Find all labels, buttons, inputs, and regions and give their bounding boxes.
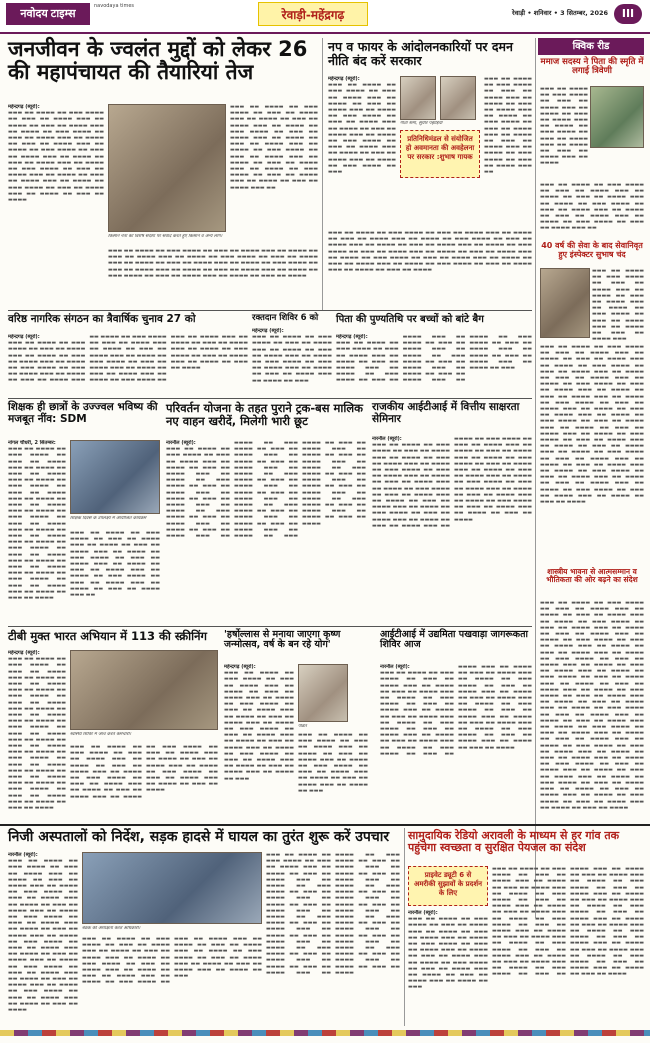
dateline: नारनौल (ब्यूरो): xyxy=(8,852,38,858)
dateline: नांगल चौधरी, 2 सितम्बर: xyxy=(8,440,56,446)
article-headline: रक्तदान शिविर 6 को xyxy=(252,313,319,323)
sidebar-subhead: 40 वर्ष की सेवा के बाद सेवानिवृत हुए इंस्पेक्टर सुभाष चंद xyxy=(541,241,643,259)
dateline: नारनौल (ब्यूरो): xyxy=(166,440,196,446)
article-headline: आईटीआई में उद्यमिता पखवाड़ा जागरूकता शिविर आज xyxy=(380,629,528,651)
article-body: नारनौल (ब्यूरो): ▬▬▬ ▬▬ ▬▬▬▬ ▬▬ ▬▬▬ ▬▬▬▬ ▬▬ ▬▬▬ ▬▬ ▬▬▬▬ ▬▬▬ ▬▬ ▬▬▬▬ ▬▬ ▬▬▬ ▬▬ ▬▬▬▬ ▬▬▬ ▬▬ ▬▬▬▬ ▬▬ ▬▬▬ ▬▬▬▬ ▬▬ ▬▬▬ ▬▬ ▬▬▬▬ ▬▬▬ ▬▬ ▬▬▬▬ ▬▬ ▬▬▬ ▬▬ ▬▬▬▬ ▬▬▬ ▬▬ ▬▬▬▬ ▬▬ ▬▬▬ ▬▬▬▬ ▬▬ ▬▬▬ ▬▬ ▬▬▬▬ ▬▬▬ ▬▬ ▬▬▬▬ ▬▬ ▬▬▬ ▬▬ ▬▬▬▬ ▬▬▬ ▬▬ ▬▬▬▬ ▬▬ ▬▬▬ ▬▬▬▬ ▬▬ ▬▬▬ ▬▬ ▬▬▬▬ ▬▬▬ ▬▬ ▬▬▬▬ ▬▬ ▬▬▬ ▬▬ ▬▬▬▬ ▬▬▬ ▬▬ ▬▬▬▬ ▬▬ ▬▬▬ ▬▬▬▬ ▬▬ ▬▬▬ ▬▬ ▬▬▬▬ ▬▬▬ ▬▬ ▬▬▬▬ ▬▬ ▬▬▬ ▬▬ ▬▬▬▬ ▬▬▬ ▬▬ ▬▬▬▬ ▬▬ ▬▬▬ ▬▬▬▬ ▬▬ ▬▬▬ ▬▬ ▬▬▬▬ ▬▬▬ ▬▬ ▬▬▬▬ ▬▬ ▬▬▬ ▬▬ ▬▬▬▬ ▬▬▬ ▬▬ ▬▬▬▬ ▬▬ ▬▬▬ ▬▬▬▬ ▬▬ ▬▬▬ ▬▬ ▬▬▬▬ ▬▬▬ ▬▬ ▬▬▬▬ ▬▬ ▬▬▬ ▬▬ ▬▬▬▬ ▬▬▬ ▬▬ ▬▬▬▬ ▬▬ ▬▬▬ ▬▬▬▬ ▬▬ ▬▬▬ ▬▬ ▬▬▬▬ ▬▬▬ ▬▬ ▬▬▬▬ ▬▬ ▬▬▬ ▬▬ ▬▬▬▬ ▬▬▬ ▬▬ ▬▬▬▬ ▬▬ ▬▬▬ ▬▬▬▬ ▬▬ ▬▬▬ ▬▬ ▬▬▬▬ ▬▬▬ ▬▬ ▬▬▬▬ ▬▬ ▬▬▬ ▬▬ ▬▬▬▬ xyxy=(166,440,366,540)
article-headline: जनजीवन के ज्वलंत मुद्दों को लेकर 26 की महापंचायत की तैयारियां तेज xyxy=(8,37,308,85)
article-photo xyxy=(70,440,160,514)
article-body: नांगल चौधरी, 2 सितम्बर: ▬▬▬ ▬▬ ▬▬▬▬ ▬▬ ▬▬▬ ▬▬▬▬ ▬▬ ▬▬▬ ▬▬ ▬▬▬▬ ▬▬▬ ▬▬ ▬▬▬▬ ▬▬ ▬▬▬ ▬▬ ▬▬▬▬ ▬▬▬ ▬▬ ▬▬▬▬ ▬▬ ▬▬▬ ▬▬▬▬ ▬▬ ▬▬▬ ▬▬ ▬▬▬▬ ▬▬▬ ▬▬ ▬▬▬▬ ▬▬ ▬▬▬ ▬▬ ▬▬▬▬ ▬▬▬ ▬▬ ▬▬▬▬ ▬▬ ▬▬▬ ▬▬▬▬ ▬▬ ▬▬▬ ▬▬ ▬▬▬▬ ▬▬▬ ▬▬ ▬▬▬▬ ▬▬ ▬▬▬ ▬▬ ▬▬▬▬ ▬▬▬ ▬▬ ▬▬▬▬ ▬▬ ▬▬▬ ▬▬▬▬ ▬▬ ▬▬▬ ▬▬ ▬▬▬▬ ▬▬▬ ▬▬ ▬▬▬▬ ▬▬ ▬▬▬ ▬▬ ▬▬▬▬ ▬▬▬ ▬▬ ▬▬▬▬ ▬▬ ▬▬▬ ▬▬▬▬ ▬▬ ▬▬▬ ▬▬ ▬▬▬▬ ▬▬▬ ▬▬ ▬▬▬▬ ▬▬ ▬▬▬ ▬▬ ▬▬▬▬ xyxy=(8,440,66,602)
color-registration-strip xyxy=(0,1030,650,1036)
article-headline: टीबी मुक्त भारत अभियान में 113 की स्क्रीनिंग xyxy=(8,629,207,643)
article-body: ▬▬▬ ▬▬ ▬▬▬▬ ▬▬ ▬▬▬ ▬▬▬▬ ▬▬ ▬▬▬ ▬▬ ▬▬▬▬ ▬▬▬ ▬▬ ▬▬▬▬ ▬▬ ▬▬▬ ▬▬ ▬▬▬▬ ▬▬▬ ▬▬ ▬▬▬▬ ▬▬ ▬▬▬ ▬▬▬▬ ▬▬ ▬▬▬ ▬▬ ▬▬▬▬ ▬▬▬ ▬▬ ▬▬▬▬ ▬▬ ▬▬▬ ▬▬ ▬▬▬▬ ▬▬▬ ▬▬ ▬▬▬▬ ▬▬ ▬▬▬ ▬▬▬▬ ▬▬ ▬▬▬ ▬▬ ▬▬▬▬ ▬▬▬ ▬▬ ▬▬▬▬ ▬▬ ▬▬▬ ▬▬ ▬▬▬▬ ▬▬▬ ▬▬ xyxy=(70,530,160,599)
dateline: महेन्द्रगढ़ (ब्यूरो): xyxy=(8,334,40,340)
sidebar-photo xyxy=(590,86,644,148)
article-body: महेन्द्रगढ़ (ब्यूरो): ▬▬▬ ▬▬ ▬▬▬▬ ▬▬ ▬▬▬ ▬▬▬▬ ▬▬ ▬▬▬ ▬▬ ▬▬▬▬ ▬▬▬ ▬▬ ▬▬▬▬ ▬▬ ▬▬▬ ▬▬ ▬▬▬▬ ▬▬▬ ▬▬ ▬▬▬▬ ▬▬ ▬▬▬ ▬▬▬▬ ▬▬ ▬▬▬ ▬▬ ▬▬▬▬ ▬▬▬ ▬▬ ▬▬▬▬ ▬▬ ▬▬▬ ▬▬ ▬▬▬▬ ▬▬▬ ▬▬ ▬▬▬▬ ▬▬ ▬▬▬ ▬▬▬▬ ▬▬ ▬▬▬ ▬▬ ▬▬▬▬ ▬▬▬ ▬▬ ▬▬▬▬ ▬▬ ▬▬▬ ▬▬ ▬▬▬▬ ▬▬▬ ▬▬ ▬▬▬▬ ▬▬ ▬▬▬ ▬▬▬▬ ▬▬ ▬▬▬ ▬▬ ▬▬▬▬ ▬▬▬ ▬▬ ▬▬▬▬ ▬▬ ▬▬▬ ▬▬ ▬▬▬▬ ▬▬▬ ▬▬ ▬▬▬▬ ▬▬ ▬▬▬ xyxy=(336,334,532,384)
sidebar-headline: ममाज सदस्य ने पिता की स्मृति में लगाई त्रिवेणी xyxy=(540,57,644,77)
article-photo xyxy=(108,104,226,232)
inset-box xyxy=(408,866,488,906)
sidebar-third-headline: शास्त्रीय भावना से आत्मसम्मान व भौतिकता की ओर बढ़ने का संदेश xyxy=(546,567,638,585)
person-photo xyxy=(400,76,436,120)
dateline: महेन्द्रगढ़ (ब्यूरो): xyxy=(252,328,284,334)
sidebar-body: ▬▬▬ ▬▬ ▬▬▬▬ ▬▬ ▬▬▬ ▬▬▬▬ ▬▬ ▬▬▬ ▬▬ ▬▬▬▬ ▬▬▬ ▬▬ ▬▬▬▬ ▬▬ ▬▬▬ ▬▬ ▬▬▬▬ ▬▬▬ ▬▬ ▬▬▬▬ ▬▬ ▬▬▬ ▬▬▬▬ ▬▬ ▬▬▬ ▬▬ ▬▬▬▬ ▬▬▬ ▬▬ ▬▬▬▬ ▬▬ ▬▬▬ ▬▬ ▬▬▬▬ ▬▬▬ xyxy=(592,268,644,342)
column-divider xyxy=(404,828,405,1026)
sidebar-body: ▬▬▬ ▬▬ ▬▬▬▬ ▬▬ ▬▬▬ ▬▬▬▬ ▬▬ ▬▬▬ ▬▬ ▬▬▬▬ ▬▬▬ ▬▬ ▬▬▬▬ ▬▬ ▬▬▬ ▬▬ ▬▬▬▬ ▬▬▬ ▬▬ ▬▬▬▬ ▬▬ ▬▬▬ ▬▬▬▬ ▬▬ ▬▬▬ ▬▬ ▬▬▬▬ ▬▬▬ ▬▬ ▬▬▬▬ ▬▬ ▬▬▬ ▬▬ ▬▬▬▬ ▬▬▬ ▬▬ ▬▬▬▬ ▬▬ ▬▬▬ ▬▬▬▬ ▬▬ ▬▬▬ ▬▬ ▬▬▬▬ ▬▬▬ ▬▬ ▬▬▬▬ ▬▬ ▬▬▬ ▬▬ ▬▬▬▬ ▬▬▬ ▬▬ ▬▬▬▬ ▬▬ ▬▬▬ ▬▬▬▬ ▬▬ ▬▬▬ ▬▬ ▬▬▬▬ ▬▬▬ ▬▬ ▬▬▬▬ ▬▬ ▬▬▬ ▬▬ ▬▬▬▬ ▬▬▬ ▬▬ ▬▬▬▬ ▬▬ ▬▬▬ ▬▬▬▬ ▬▬ ▬▬▬ ▬▬ ▬▬▬▬ ▬▬▬ ▬▬ ▬▬▬▬ ▬▬ ▬▬▬ ▬▬ ▬▬▬▬ ▬▬▬ ▬▬ ▬▬▬▬ ▬▬ ▬▬▬ ▬▬▬▬ ▬▬ ▬▬▬ ▬▬ ▬▬▬▬ ▬▬▬ ▬▬ ▬▬▬▬ ▬▬ ▬▬▬ ▬▬ ▬▬▬▬ ▬▬▬ ▬▬ ▬▬▬▬ ▬▬ ▬▬▬ ▬▬▬▬ ▬▬ ▬▬▬ ▬▬ ▬▬▬▬ ▬▬▬ ▬▬ ▬▬▬▬ ▬▬ ▬▬▬ ▬▬ ▬▬▬▬ ▬▬▬ ▬▬ ▬▬▬▬ ▬▬ ▬▬▬ ▬▬▬▬ ▬▬ ▬▬▬ ▬▬ ▬▬▬▬ ▬▬▬ ▬▬ ▬▬▬▬ ▬▬ ▬▬▬ ▬▬ ▬▬▬▬ ▬▬▬ ▬▬ ▬▬▬▬ ▬▬ ▬▬▬ ▬▬▬▬ ▬▬ ▬▬▬ ▬▬ ▬▬▬▬ ▬▬▬ ▬▬ ▬▬▬▬ ▬▬ ▬▬▬ ▬▬ ▬▬▬▬ xyxy=(540,344,644,506)
dateline: नारनौल (ब्यूरो): xyxy=(380,664,410,670)
article-body: ▬▬▬ ▬▬ ▬▬▬▬ ▬▬ ▬▬▬ ▬▬▬▬ ▬▬ ▬▬▬ ▬▬ ▬▬▬▬ ▬▬▬ ▬▬ ▬▬▬▬ ▬▬ ▬▬▬ ▬▬ ▬▬▬▬ ▬▬▬ ▬▬ ▬▬▬▬ ▬▬ ▬▬▬ ▬▬▬▬ ▬▬ ▬▬▬ ▬▬ ▬▬▬▬ ▬▬▬ ▬▬ ▬▬▬▬ ▬▬ ▬▬▬ ▬▬ ▬▬▬▬ ▬▬▬ ▬▬ ▬▬▬▬ ▬▬ ▬▬▬ xyxy=(298,732,368,794)
dateline: नारनौल (ब्यूरो): xyxy=(372,436,402,442)
article-body: ▬▬▬ ▬▬ ▬▬▬▬ ▬▬ ▬▬▬ ▬▬▬▬ ▬▬ ▬▬▬ ▬▬ ▬▬▬▬ ▬▬▬ ▬▬ ▬▬▬▬ ▬▬ ▬▬▬ ▬▬ ▬▬▬▬ ▬▬▬ ▬▬ ▬▬▬▬ ▬▬ ▬▬▬ ▬▬▬▬ ▬▬ ▬▬▬ ▬▬ ▬▬▬▬ ▬▬▬ ▬▬ ▬▬▬▬ ▬▬ ▬▬▬ ▬▬ ▬▬▬▬ ▬▬▬ ▬▬ ▬▬▬▬ ▬▬ ▬▬▬ ▬▬▬▬ ▬▬ ▬▬▬ ▬▬ ▬▬▬▬ ▬▬▬ ▬▬ ▬▬▬▬ ▬▬ ▬▬▬ ▬▬ ▬▬▬▬ ▬▬▬ ▬▬ ▬▬▬▬ ▬▬ ▬▬▬ ▬▬▬▬ ▬▬ ▬▬▬ ▬▬ ▬▬▬▬ ▬▬▬ ▬▬ ▬▬▬▬ ▬▬ ▬▬▬ ▬▬ ▬▬▬▬ ▬▬▬ ▬▬ ▬▬▬▬ ▬▬ ▬▬▬ ▬▬▬▬ ▬▬ ▬▬▬ ▬▬ ▬▬▬▬ ▬▬▬ ▬▬ ▬▬▬▬ ▬▬ ▬▬▬ ▬▬ ▬▬▬▬ ▬▬▬ ▬▬ ▬▬▬▬ ▬▬ ▬▬▬ ▬▬▬▬ ▬▬ ▬▬▬ ▬▬ ▬▬▬▬ ▬▬▬ ▬▬ ▬▬▬▬ ▬▬ ▬▬▬ ▬▬ ▬▬▬▬ ▬▬▬ ▬▬ ▬▬▬▬ ▬▬ ▬▬▬ ▬▬▬▬ ▬▬ ▬▬▬ ▬▬ ▬▬▬▬ ▬▬▬ ▬▬ ▬▬▬▬ ▬▬ ▬▬▬ ▬▬ ▬▬▬▬ ▬▬▬ ▬▬ ▬▬▬▬ ▬▬ ▬▬▬ ▬▬▬▬ ▬▬ ▬▬▬ ▬▬ ▬▬▬▬ ▬▬▬ ▬▬ ▬▬▬▬ ▬▬ ▬▬▬ ▬▬ ▬▬▬▬ ▬▬▬ ▬▬ ▬▬▬▬ ▬▬ ▬▬▬ ▬▬▬▬ ▬▬ ▬▬▬ ▬▬ ▬▬▬▬ ▬▬▬ ▬▬ ▬▬▬▬ ▬▬ ▬▬▬ ▬▬ ▬▬▬▬ xyxy=(492,866,644,978)
article-headline: पिता की पुण्यतिथि पर बच्चों को बांटे बैग xyxy=(336,314,484,325)
article-body: नारनौल (ब्यूरो): ▬▬▬ ▬▬ ▬▬▬▬ ▬▬ ▬▬▬ ▬▬▬▬ ▬▬ ▬▬▬ ▬▬ ▬▬▬▬ ▬▬▬ ▬▬ ▬▬▬▬ ▬▬ ▬▬▬ ▬▬ ▬▬▬▬ ▬▬▬ ▬▬ ▬▬▬▬ ▬▬ ▬▬▬ ▬▬▬▬ ▬▬ ▬▬▬ ▬▬ ▬▬▬▬ ▬▬▬ ▬▬ ▬▬▬▬ ▬▬ ▬▬▬ ▬▬ ▬▬▬▬ ▬▬▬ ▬▬ ▬▬▬▬ ▬▬ ▬▬▬ ▬▬▬▬ ▬▬ ▬▬▬ ▬▬ ▬▬▬▬ ▬▬▬ ▬▬ ▬▬▬▬ ▬▬ ▬▬▬ ▬▬ ▬▬▬▬ ▬▬▬ ▬▬ ▬▬▬▬ ▬▬ ▬▬▬ ▬▬▬▬ ▬▬ ▬▬▬ ▬▬ ▬▬▬▬ ▬▬▬ ▬▬ ▬▬▬▬ ▬▬ ▬▬▬ ▬▬ ▬▬▬▬ ▬▬▬ ▬▬ ▬▬▬▬ ▬▬ ▬▬▬ ▬▬▬▬ ▬▬ ▬▬▬ ▬▬ ▬▬▬▬ ▬▬▬ ▬▬ ▬▬▬▬ ▬▬ ▬▬▬ ▬▬ ▬▬▬▬ ▬▬▬ ▬▬ ▬▬▬▬ ▬▬ ▬▬▬ ▬▬▬▬ ▬▬ ▬▬▬ ▬▬ ▬▬▬▬ ▬▬▬ ▬▬ ▬▬▬▬ ▬▬ ▬▬▬ ▬▬ ▬▬▬▬ ▬▬▬ ▬▬ ▬▬▬▬ ▬▬ ▬▬▬ ▬▬▬▬ ▬▬ ▬▬▬ ▬▬ ▬▬▬▬ ▬▬▬ ▬▬ ▬▬▬▬ ▬▬ ▬▬▬ ▬▬ ▬▬▬▬ ▬▬▬ ▬▬ ▬▬▬▬ ▬▬ ▬▬▬ ▬▬▬▬ ▬▬ ▬▬▬ ▬▬ ▬▬▬▬ ▬▬▬ ▬▬ ▬▬▬▬ ▬▬ ▬▬▬ ▬▬ ▬▬▬▬ xyxy=(372,436,532,529)
dateline: महेन्द्रगढ़ (ब्यूरो): xyxy=(8,104,40,110)
article-photo xyxy=(70,650,218,730)
brand-subtitle: navodaya times xyxy=(94,3,135,9)
article-body: ▬▬▬ ▬▬ ▬▬▬▬ ▬▬ ▬▬▬ ▬▬▬▬ ▬▬ ▬▬▬ ▬▬ ▬▬▬▬ ▬▬▬ ▬▬ ▬▬▬▬ ▬▬ ▬▬▬ ▬▬ ▬▬▬▬ ▬▬▬ ▬▬ ▬▬▬▬ ▬▬ ▬▬▬ ▬▬▬▬ ▬▬ ▬▬▬ ▬▬ ▬▬▬▬ ▬▬▬ ▬▬ ▬▬▬▬ ▬▬ ▬▬▬ ▬▬ ▬▬▬▬ ▬▬▬ ▬▬ ▬▬▬▬ ▬▬ ▬▬▬ ▬▬▬▬ ▬▬ ▬▬▬ ▬▬ ▬▬▬▬ ▬▬▬ ▬▬ ▬▬▬▬ ▬▬ ▬▬▬ ▬▬ ▬▬▬▬ ▬▬▬ ▬▬ ▬▬▬▬ ▬▬ ▬▬▬ ▬▬▬▬ ▬▬ ▬▬▬ ▬▬ ▬▬▬▬ ▬▬▬ ▬▬ ▬▬▬▬ ▬▬ ▬▬▬ ▬▬ ▬▬▬▬ ▬▬▬ ▬▬ xyxy=(230,104,318,191)
article-headline: वरिष्ठ नागरिक संगठन का त्रैवार्षिक चुनाव 27 को xyxy=(8,313,196,325)
dateline: नारनौल (ब्यूरो): xyxy=(408,910,438,916)
article-body: महेन्द्रगढ़ (ब्यूरो): ▬▬▬ ▬▬ ▬▬▬▬ ▬▬ ▬▬▬ ▬▬▬▬ ▬▬ ▬▬▬ ▬▬ ▬▬▬▬ ▬▬▬ ▬▬ ▬▬▬▬ ▬▬ ▬▬▬ ▬▬ ▬▬▬▬ ▬▬▬ ▬▬ ▬▬▬▬ ▬▬ ▬▬▬ ▬▬▬▬ ▬▬ ▬▬▬ ▬▬ ▬▬▬▬ ▬▬▬ ▬▬ ▬▬▬▬ ▬▬ ▬▬▬ ▬▬ ▬▬▬▬ ▬▬▬ ▬▬ ▬▬▬▬ ▬▬ ▬▬▬ xyxy=(252,328,332,384)
page-number: III xyxy=(614,4,642,24)
sidebar-body: ▬▬▬ ▬▬ ▬▬▬▬ ▬▬ ▬▬▬ ▬▬▬▬ ▬▬ ▬▬▬ ▬▬ ▬▬▬▬ ▬▬▬ ▬▬ ▬▬▬▬ ▬▬ ▬▬▬ ▬▬ ▬▬▬▬ ▬▬▬ ▬▬ ▬▬▬▬ ▬▬ ▬▬▬ ▬▬▬▬ ▬▬ ▬▬▬ ▬▬ ▬▬▬▬ ▬▬▬ ▬▬ ▬▬▬▬ ▬▬ ▬▬▬ ▬▬ ▬▬▬▬ ▬▬▬ ▬▬ ▬▬▬▬ ▬▬ ▬▬▬ ▬▬▬▬ ▬▬ ▬▬▬ ▬▬ ▬▬▬▬ ▬▬▬ ▬▬ xyxy=(540,182,644,232)
article-body: ▬▬▬ ▬▬ ▬▬▬▬ ▬▬ ▬▬▬ ▬▬▬▬ ▬▬ ▬▬▬ ▬▬ ▬▬▬▬ ▬▬▬ ▬▬ ▬▬▬▬ ▬▬ ▬▬▬ ▬▬ ▬▬▬▬ ▬▬▬ ▬▬ ▬▬▬▬ ▬▬ ▬▬▬ ▬▬▬▬ ▬▬ ▬▬▬ ▬▬ ▬▬▬▬ ▬▬▬ ▬▬ ▬▬▬▬ ▬▬ ▬▬▬ ▬▬ ▬▬▬▬ ▬▬▬ ▬▬ ▬▬▬▬ ▬▬ ▬▬▬ ▬▬▬▬ ▬▬ ▬▬▬ ▬▬ ▬▬▬▬ ▬▬▬ ▬▬ ▬▬▬▬ ▬▬ ▬▬▬ ▬▬ ▬▬▬▬ ▬▬▬ ▬▬ ▬▬▬▬ ▬▬ ▬▬▬ ▬▬▬▬ ▬▬ ▬▬▬ ▬▬ ▬▬▬▬ ▬▬▬ ▬▬ ▬▬▬▬ ▬▬ ▬▬▬ ▬▬ ▬▬▬▬ ▬▬▬ ▬▬ ▬▬▬▬ ▬▬ ▬▬▬ ▬▬▬▬ ▬▬ ▬▬▬ ▬▬ ▬▬▬▬ ▬▬▬ ▬▬ ▬▬▬▬ ▬▬ ▬▬▬ ▬▬ ▬▬▬▬ xyxy=(328,230,532,274)
sidebar-photo xyxy=(540,268,590,338)
photo-caption: बैठक की अध्यक्षता करते अधिकारी। xyxy=(82,926,141,931)
article-headline: परिवर्तन योजना के तहत पुराने ट्रक-बस मालिक नए वाहन खरीदें, मिलेगी भारी छूट xyxy=(166,401,363,428)
article-body: महेन्द्रगढ़ (ब्यूरो): ▬▬▬ ▬▬ ▬▬▬▬ ▬▬ ▬▬▬ ▬▬▬▬ ▬▬ ▬▬▬ ▬▬ ▬▬▬▬ ▬▬▬ ▬▬ ▬▬▬▬ ▬▬ ▬▬▬ ▬▬ ▬▬▬▬ ▬▬▬ ▬▬ ▬▬▬▬ ▬▬ ▬▬▬ ▬▬▬▬ ▬▬ ▬▬▬ ▬▬ ▬▬▬▬ ▬▬▬ ▬▬ ▬▬▬▬ ▬▬ ▬▬▬ ▬▬ ▬▬▬▬ ▬▬▬ ▬▬ ▬▬▬▬ ▬▬ ▬▬▬ ▬▬▬▬ ▬▬ ▬▬▬ ▬▬ ▬▬▬▬ ▬▬▬ ▬▬ ▬▬▬▬ ▬▬ ▬▬▬ ▬▬ ▬▬▬▬ ▬▬▬ ▬▬ ▬▬▬▬ ▬▬ ▬▬▬ ▬▬▬▬ ▬▬ ▬▬▬ ▬▬ ▬▬▬▬ ▬▬▬ ▬▬ ▬▬▬▬ ▬▬ ▬▬▬ ▬▬ ▬▬▬▬ ▬▬▬ ▬▬ ▬▬▬▬ ▬▬ ▬▬▬ ▬▬▬▬ ▬▬ ▬▬▬ ▬▬ ▬▬▬▬ ▬▬▬ ▬▬ ▬▬▬▬ ▬▬ ▬▬▬ ▬▬ ▬▬▬▬ ▬▬▬ ▬▬ ▬▬▬▬ ▬▬ ▬▬▬ ▬▬▬▬ ▬▬ ▬▬▬ ▬▬ ▬▬▬▬ ▬▬▬ ▬▬ ▬▬▬▬ ▬▬ ▬▬▬ ▬▬ ▬▬▬▬ xyxy=(8,334,248,384)
divider xyxy=(8,626,532,627)
column-divider xyxy=(535,38,536,918)
divider xyxy=(8,398,532,399)
article-headline: राजकीय आईटीआई में वित्तीय साक्षरता सेमिनार xyxy=(372,401,520,425)
person-photo xyxy=(298,664,348,722)
dateline: महेन्द्रगढ़ (ब्यूरो): xyxy=(8,650,40,656)
quick-read-tab: क्विक रीड xyxy=(538,38,644,55)
sidebar-body: ▬▬▬ ▬▬ ▬▬▬▬ ▬▬ ▬▬▬ ▬▬▬▬ ▬▬ ▬▬▬ ▬▬ ▬▬▬▬ ▬▬▬ ▬▬ ▬▬▬▬ ▬▬ ▬▬▬ ▬▬ ▬▬▬▬ ▬▬▬ ▬▬ ▬▬▬▬ ▬▬ ▬▬▬ ▬▬▬▬ ▬▬ ▬▬▬ ▬▬ ▬▬▬▬ ▬▬▬ ▬▬ ▬▬▬▬ ▬▬ ▬▬▬ ▬▬ ▬▬▬▬ ▬▬▬ ▬▬ ▬▬▬▬ xyxy=(540,86,588,167)
masthead xyxy=(0,0,650,34)
divider xyxy=(8,310,532,311)
article-body: ▬▬▬ ▬▬ ▬▬▬▬ ▬▬ ▬▬▬ ▬▬▬▬ ▬▬ ▬▬▬ ▬▬ ▬▬▬▬ ▬▬▬ ▬▬ ▬▬▬▬ ▬▬ ▬▬▬ ▬▬ ▬▬▬▬ ▬▬▬ ▬▬ ▬▬▬▬ ▬▬ ▬▬▬ ▬▬▬▬ ▬▬ ▬▬▬ ▬▬ ▬▬▬▬ ▬▬▬ ▬▬ ▬▬▬▬ ▬▬ ▬▬▬ ▬▬ ▬▬▬▬ ▬▬▬ ▬▬ ▬▬▬▬ ▬▬ ▬▬▬ ▬▬▬▬ ▬▬ ▬▬▬ ▬▬ ▬▬▬▬ ▬▬▬ ▬▬ ▬▬▬▬ ▬▬ ▬▬▬ ▬▬ ▬▬▬▬ ▬▬▬ ▬▬ ▬▬▬▬ ▬▬ ▬▬▬ ▬▬▬▬ ▬▬ ▬▬▬ ▬▬ ▬▬▬▬ ▬▬▬ ▬▬ ▬▬▬▬ ▬▬ ▬▬▬ ▬▬ ▬▬▬▬ xyxy=(108,248,318,279)
photo-caption: स्वास्थ्य शिविर में जांच करते कर्मचारी। xyxy=(70,732,132,737)
photo-caption: गीता शर्मा, सुधीर पहाड़िया xyxy=(400,121,443,126)
article-headline: शिक्षक ही छात्रों के उज्ज्वल भविष्य की मजबूत नींव: SDM xyxy=(8,401,158,425)
divider xyxy=(0,824,650,826)
article-body: नारनौल (ब्यूरो): ▬▬▬ ▬▬ ▬▬▬▬ ▬▬ ▬▬▬ ▬▬▬▬ ▬▬ ▬▬▬ ▬▬ ▬▬▬▬ ▬▬▬ ▬▬ ▬▬▬▬ ▬▬ ▬▬▬ ▬▬ ▬▬▬▬ ▬▬▬ ▬▬ ▬▬▬▬ ▬▬ ▬▬▬ ▬▬▬▬ ▬▬ ▬▬▬ ▬▬ ▬▬▬▬ ▬▬▬ ▬▬ ▬▬▬▬ ▬▬ ▬▬▬ ▬▬ ▬▬▬▬ ▬▬▬ ▬▬ ▬▬▬▬ ▬▬ ▬▬▬ ▬▬▬▬ ▬▬ ▬▬▬ ▬▬ ▬▬▬▬ ▬▬▬ ▬▬ ▬▬▬▬ ▬▬ ▬▬▬ ▬▬ ▬▬▬▬ ▬▬▬ ▬▬ ▬▬▬▬ ▬▬ ▬▬▬ ▬▬▬▬ ▬▬ ▬▬▬ ▬▬ ▬▬▬▬ ▬▬▬ ▬▬ ▬▬▬▬ ▬▬ ▬▬▬ ▬▬ ▬▬▬▬ ▬▬▬ ▬▬ ▬▬▬▬ ▬▬ ▬▬▬ ▬▬▬▬ ▬▬ ▬▬▬ ▬▬ ▬▬▬▬ ▬▬▬ ▬▬ ▬▬▬▬ ▬▬ ▬▬▬ ▬▬ ▬▬▬▬ ▬▬▬ ▬▬ ▬▬▬▬ ▬▬ ▬▬▬ ▬▬▬▬ ▬▬ ▬▬▬ ▬▬ ▬▬▬▬ ▬▬▬ ▬▬ ▬▬▬▬ ▬▬ ▬▬▬ ▬▬ ▬▬▬▬ xyxy=(8,852,78,1014)
article-headline: नप व फायर के आंदोलनकारियों पर दमन नीति बंद करें सरकार xyxy=(328,39,513,68)
article-body: महेन्द्रगढ़ (ब्यूरो): ▬▬▬ ▬▬ ▬▬▬▬ ▬▬ ▬▬▬ ▬▬▬▬ ▬▬ ▬▬▬ ▬▬ ▬▬▬▬ ▬▬▬ ▬▬ ▬▬▬▬ ▬▬ ▬▬▬ ▬▬ ▬▬▬▬ ▬▬▬ ▬▬ ▬▬▬▬ ▬▬ ▬▬▬ ▬▬▬▬ ▬▬ ▬▬▬ ▬▬ ▬▬▬▬ ▬▬▬ ▬▬ ▬▬▬▬ ▬▬ ▬▬▬ ▬▬ ▬▬▬▬ ▬▬▬ ▬▬ ▬▬▬▬ ▬▬ ▬▬▬ ▬▬▬▬ ▬▬ ▬▬▬ ▬▬ ▬▬▬▬ ▬▬▬ ▬▬ ▬▬▬▬ ▬▬ ▬▬▬ ▬▬ ▬▬▬▬ ▬▬▬ ▬▬ ▬▬▬▬ ▬▬ ▬▬▬ ▬▬▬▬ ▬▬ ▬▬▬ ▬▬ ▬▬▬▬ ▬▬▬ ▬▬ ▬▬▬▬ ▬▬ ▬▬▬ ▬▬ ▬▬▬▬ ▬▬▬ ▬▬ ▬▬▬▬ ▬▬ ▬▬▬ ▬▬▬▬ ▬▬ ▬▬▬ ▬▬ ▬▬▬▬ ▬▬▬ ▬▬ ▬▬▬▬ ▬▬ ▬▬▬ ▬▬ ▬▬▬▬ xyxy=(8,650,66,812)
date-line: रेवाड़ी • शनिवार • 3 सितम्बर, 2026 xyxy=(512,9,609,17)
article-body: ▬▬▬ ▬▬ ▬▬▬▬ ▬▬ ▬▬▬ ▬▬▬▬ ▬▬ ▬▬▬ ▬▬ ▬▬▬▬ ▬▬▬ ▬▬ ▬▬▬▬ ▬▬ ▬▬▬ ▬▬ ▬▬▬▬ ▬▬▬ ▬▬ ▬▬▬▬ ▬▬ ▬▬▬ ▬▬▬▬ ▬▬ ▬▬▬ ▬▬ ▬▬▬▬ ▬▬▬ ▬▬ ▬▬▬▬ ▬▬ ▬▬▬ ▬▬ ▬▬▬▬ ▬▬▬ ▬▬ ▬▬▬▬ ▬▬ ▬▬▬ ▬▬▬▬ ▬▬ ▬▬▬ ▬▬ ▬▬▬▬ ▬▬▬ ▬▬ ▬▬▬▬ ▬▬ ▬▬▬ ▬▬ ▬▬▬▬ ▬▬▬ ▬▬ ▬▬▬▬ ▬▬ ▬▬▬ ▬▬▬▬ ▬▬ ▬▬▬ ▬▬ ▬▬▬▬ ▬▬▬ ▬▬ ▬▬▬▬ ▬▬ ▬▬▬ ▬▬ ▬▬▬▬ ▬▬▬ ▬▬ ▬▬▬▬ ▬▬ ▬▬▬ xyxy=(82,936,262,986)
brand-logo: नवोदय टाइम्स xyxy=(6,3,90,25)
highlight-box xyxy=(400,130,480,178)
article-body: महेन्द्रगढ़ (ब्यूरो): ▬▬▬ ▬▬ ▬▬▬▬ ▬▬ ▬▬▬ ▬▬▬▬ ▬▬ ▬▬▬ ▬▬ ▬▬▬▬ ▬▬▬ ▬▬ ▬▬▬▬ ▬▬ ▬▬▬ ▬▬ ▬▬▬▬ ▬▬▬ ▬▬ ▬▬▬▬ ▬▬ ▬▬▬ ▬▬▬▬ ▬▬ ▬▬▬ ▬▬ ▬▬▬▬ ▬▬▬ ▬▬ ▬▬▬▬ ▬▬ ▬▬▬ ▬▬ ▬▬▬▬ ▬▬▬ ▬▬ ▬▬▬▬ ▬▬ ▬▬▬ ▬▬▬▬ ▬▬ ▬▬▬ ▬▬ ▬▬▬▬ ▬▬▬ ▬▬ ▬▬▬▬ ▬▬ ▬▬▬ ▬▬ ▬▬▬▬ ▬▬▬ ▬▬ ▬▬▬▬ ▬▬ ▬▬▬ ▬▬▬▬ ▬▬ ▬▬▬ ▬▬ ▬▬▬▬ ▬▬▬ ▬▬ ▬▬▬▬ ▬▬ ▬▬▬ ▬▬ ▬▬▬▬ ▬▬▬ ▬▬ ▬▬▬▬ ▬▬ ▬▬▬ ▬▬▬▬ ▬▬ ▬▬▬ ▬▬ ▬▬▬▬ ▬▬▬ ▬▬ ▬▬▬▬ ▬▬ ▬▬▬ ▬▬ ▬▬▬▬ xyxy=(8,104,104,204)
highlight-text: प्रतिनिधिमंडल से संयोजित हो अवमानता की अवहेलना पर सरकार :शुभाष गायक xyxy=(405,135,475,161)
person-photo xyxy=(440,76,476,120)
article-headline: 'हर्षोल्लास से मनाया जाएगा कृष्ण जन्मोत्सव, वर्ष के बन रहे योग' xyxy=(224,629,341,651)
article-body: ▬▬▬ ▬▬ ▬▬▬▬ ▬▬ ▬▬▬ ▬▬▬▬ ▬▬ ▬▬▬ ▬▬ ▬▬▬▬ ▬▬▬ ▬▬ ▬▬▬▬ ▬▬ ▬▬▬ ▬▬ ▬▬▬▬ ▬▬▬ ▬▬ ▬▬▬▬ ▬▬ ▬▬▬ ▬▬▬▬ ▬▬ ▬▬▬ ▬▬ ▬▬▬▬ ▬▬▬ ▬▬ ▬▬▬▬ ▬▬ ▬▬▬ ▬▬ ▬▬▬▬ ▬▬▬ ▬▬ ▬▬▬▬ ▬▬ ▬▬▬ ▬▬▬▬ ▬▬ ▬▬▬ ▬▬ ▬▬▬▬ ▬▬▬ ▬▬ xyxy=(484,76,532,176)
article-headline: निजी अस्पतालों को निर्देश, सड़क हादसे में घायल का तुरंत शुरू करें उपचार xyxy=(8,829,390,845)
photo-caption: किसान नेता को विशेष संदेशों पर संवाद करते हुए किसान व अन्य लोग। xyxy=(108,234,223,239)
dateline: महेन्द्रगढ़ (ब्यूरो): xyxy=(336,334,368,340)
inset-text: प्राइवेट ड्यूटी 6 से अमरीकी सुझावों के प्रदर्शन के लिए xyxy=(414,871,482,897)
photo-caption: पंडित xyxy=(298,724,307,729)
article-photo xyxy=(82,852,262,924)
article-body: ▬▬▬ ▬▬ ▬▬▬▬ ▬▬ ▬▬▬ ▬▬▬▬ ▬▬ ▬▬▬ ▬▬ ▬▬▬▬ ▬▬▬ ▬▬ ▬▬▬▬ ▬▬ ▬▬▬ ▬▬ ▬▬▬▬ ▬▬▬ ▬▬ ▬▬▬▬ ▬▬ ▬▬▬ ▬▬▬▬ ▬▬ ▬▬▬ ▬▬ ▬▬▬▬ ▬▬▬ ▬▬ ▬▬▬▬ ▬▬ ▬▬▬ ▬▬ ▬▬▬▬ ▬▬▬ ▬▬ ▬▬▬▬ ▬▬ ▬▬▬ ▬▬▬▬ ▬▬ ▬▬▬ ▬▬ ▬▬▬▬ ▬▬▬ ▬▬ ▬▬▬▬ ▬▬ ▬▬▬ ▬▬ ▬▬▬▬ ▬▬▬ ▬▬ ▬▬▬▬ ▬▬ ▬▬▬ ▬▬▬▬ ▬▬ ▬▬▬ ▬▬ ▬▬▬▬ ▬▬▬ ▬▬ ▬▬▬▬ ▬▬ ▬▬▬ ▬▬ ▬▬▬▬ ▬▬▬ ▬▬ ▬▬▬▬ ▬▬ ▬▬▬ ▬▬▬▬ ▬▬ ▬▬▬ ▬▬ ▬▬▬▬ ▬▬▬ ▬▬ ▬▬▬▬ ▬▬ ▬▬▬ ▬▬ ▬▬▬▬ ▬▬▬ ▬▬ ▬▬▬▬ ▬▬ ▬▬▬ ▬▬▬▬ ▬▬ ▬▬▬ ▬▬ ▬▬▬▬ ▬▬▬ ▬▬ ▬▬▬▬ ▬▬ ▬▬▬ ▬▬ ▬▬▬▬ ▬▬▬ ▬▬ ▬▬▬▬ ▬▬ ▬▬▬ ▬▬▬▬ ▬▬ ▬▬▬ ▬▬ ▬▬▬▬ ▬▬▬ ▬▬ ▬▬▬▬ ▬▬ ▬▬▬ ▬▬ ▬▬▬▬ ▬▬▬ ▬▬ ▬▬▬▬ ▬▬ ▬▬▬ ▬▬▬▬ ▬▬ ▬▬▬ ▬▬ ▬▬▬▬ ▬▬▬ ▬▬ ▬▬▬▬ ▬▬ ▬▬▬ ▬▬ ▬▬▬▬ xyxy=(266,852,400,976)
article-body: महेन्द्रगढ़ (ब्यूरो): ▬▬▬ ▬▬ ▬▬▬▬ ▬▬ ▬▬▬ ▬▬▬▬ ▬▬ ▬▬▬ ▬▬ ▬▬▬▬ ▬▬▬ ▬▬ ▬▬▬▬ ▬▬ ▬▬▬ ▬▬ ▬▬▬▬ ▬▬▬ ▬▬ ▬▬▬▬ ▬▬ ▬▬▬ ▬▬▬▬ ▬▬ ▬▬▬ ▬▬ ▬▬▬▬ ▬▬▬ ▬▬ ▬▬▬▬ ▬▬ ▬▬▬ ▬▬ ▬▬▬▬ ▬▬▬ ▬▬ ▬▬▬▬ ▬▬ ▬▬▬ ▬▬▬▬ ▬▬ ▬▬▬ ▬▬ ▬▬▬▬ ▬▬▬ ▬▬ ▬▬▬▬ ▬▬ ▬▬▬ ▬▬ ▬▬▬▬ ▬▬▬ ▬▬ ▬▬▬▬ ▬▬ ▬▬▬ ▬▬▬▬ ▬▬ ▬▬▬ ▬▬ ▬▬▬▬ ▬▬▬ ▬▬ ▬▬▬▬ ▬▬ ▬▬▬ ▬▬ ▬▬▬▬ ▬▬▬ ▬▬ ▬▬▬▬ ▬▬ ▬▬▬ xyxy=(224,664,294,782)
column-divider xyxy=(322,38,323,310)
article-headline: सामुदायिक रेडियो अरावली के माध्यम से हर गांव तक पहुंचेगा स्वच्छता व सुरक्षित पेयजल का संदेश xyxy=(408,829,620,855)
article-body: महेन्द्रगढ़ (ब्यूरो): ▬▬▬ ▬▬ ▬▬▬▬ ▬▬ ▬▬▬ ▬▬▬▬ ▬▬ ▬▬▬ ▬▬ ▬▬▬▬ ▬▬▬ ▬▬ ▬▬▬▬ ▬▬ ▬▬▬ ▬▬ ▬▬▬▬ ▬▬▬ ▬▬ ▬▬▬▬ ▬▬ ▬▬▬ ▬▬▬▬ ▬▬ ▬▬▬ ▬▬ ▬▬▬▬ ▬▬▬ ▬▬ ▬▬▬▬ ▬▬ ▬▬▬ ▬▬ ▬▬▬▬ ▬▬▬ ▬▬ ▬▬▬▬ ▬▬ ▬▬▬ ▬▬▬▬ ▬▬ ▬▬▬ ▬▬ ▬▬▬▬ ▬▬▬ ▬▬ ▬▬▬▬ ▬▬ ▬▬▬ ▬▬ ▬▬▬▬ ▬▬▬ ▬▬ ▬▬▬▬ ▬▬ ▬▬▬ ▬▬▬▬ ▬▬ ▬▬▬ xyxy=(328,76,396,176)
article-body: ▬▬▬ ▬▬ ▬▬▬▬ ▬▬ ▬▬▬ ▬▬▬▬ ▬▬ ▬▬▬ ▬▬ ▬▬▬▬ ▬▬▬ ▬▬ ▬▬▬▬ ▬▬ ▬▬▬ ▬▬ ▬▬▬▬ ▬▬▬ ▬▬ ▬▬▬▬ ▬▬ ▬▬▬ ▬▬▬▬ ▬▬ ▬▬▬ ▬▬ ▬▬▬▬ ▬▬▬ ▬▬ ▬▬▬▬ ▬▬ ▬▬▬ ▬▬ ▬▬▬▬ ▬▬▬ ▬▬ ▬▬▬▬ ▬▬ ▬▬▬ ▬▬▬▬ ▬▬ ▬▬▬ ▬▬ ▬▬▬▬ ▬▬▬ ▬▬ ▬▬▬▬ ▬▬ ▬▬▬ ▬▬ ▬▬▬▬ ▬▬▬ ▬▬ ▬▬▬▬ ▬▬ ▬▬▬ ▬▬▬▬ ▬▬ ▬▬▬ ▬▬ ▬▬▬▬ ▬▬▬ ▬▬ ▬▬▬▬ ▬▬ ▬▬▬ ▬▬ ▬▬▬▬ xyxy=(70,744,218,800)
dateline: महेन्द्रगढ़ (ब्यूरो): xyxy=(224,664,256,670)
article-body: नारनौल (ब्यूरो): ▬▬▬ ▬▬ ▬▬▬▬ ▬▬ ▬▬▬ ▬▬▬▬ ▬▬ ▬▬▬ ▬▬ ▬▬▬▬ ▬▬▬ ▬▬ ▬▬▬▬ ▬▬ ▬▬▬ ▬▬ ▬▬▬▬ ▬▬▬ ▬▬ ▬▬▬▬ ▬▬ ▬▬▬ ▬▬▬▬ ▬▬ ▬▬▬ ▬▬ ▬▬▬▬ ▬▬▬ ▬▬ ▬▬▬▬ ▬▬ ▬▬▬ ▬▬ ▬▬▬▬ ▬▬▬ ▬▬ ▬▬▬▬ ▬▬ ▬▬▬ ▬▬▬▬ ▬▬ ▬▬▬ ▬▬ ▬▬▬▬ ▬▬▬ ▬▬ ▬▬▬▬ ▬▬ ▬▬▬ ▬▬ ▬▬▬▬ ▬▬▬ ▬▬ ▬▬▬▬ ▬▬ ▬▬▬ ▬▬▬▬ ▬▬ ▬▬▬ ▬▬ ▬▬▬▬ ▬▬▬ ▬▬ ▬▬▬▬ ▬▬ ▬▬▬ ▬▬ ▬▬▬▬ ▬▬▬ ▬▬ ▬▬▬▬ ▬▬ ▬▬▬ ▬▬▬▬ ▬▬ ▬▬▬ ▬▬ ▬▬▬▬ ▬▬▬ ▬▬ ▬▬▬▬ ▬▬ ▬▬▬ ▬▬ ▬▬▬▬ ▬▬▬ ▬▬ ▬▬▬▬ ▬▬ ▬▬▬ ▬▬▬▬ ▬▬ ▬▬▬ ▬▬ ▬▬▬▬ ▬▬▬ ▬▬ ▬▬▬▬ ▬▬ ▬▬▬ ▬▬ ▬▬▬▬ ▬▬▬ ▬▬ ▬▬▬▬ ▬▬ ▬▬▬ ▬▬▬▬ ▬▬ ▬▬▬ ▬▬ ▬▬▬▬ ▬▬▬ ▬▬ ▬▬▬▬ ▬▬ ▬▬▬ ▬▬ ▬▬▬▬ xyxy=(380,664,532,757)
sidebar-body: ▬▬▬ ▬▬ ▬▬▬▬ ▬▬ ▬▬▬ ▬▬▬▬ ▬▬ ▬▬▬ ▬▬ ▬▬▬▬ ▬▬▬ ▬▬ ▬▬▬▬ ▬▬ ▬▬▬ ▬▬ ▬▬▬▬ ▬▬▬ ▬▬ ▬▬▬▬ ▬▬ ▬▬▬ ▬▬▬▬ ▬▬ ▬▬▬ ▬▬ ▬▬▬▬ ▬▬▬ ▬▬ ▬▬▬▬ ▬▬ ▬▬▬ ▬▬ ▬▬▬▬ ▬▬▬ ▬▬ ▬▬▬▬ ▬▬ ▬▬▬ ▬▬▬▬ ▬▬ ▬▬▬ ▬▬ ▬▬▬▬ ▬▬▬ ▬▬ ▬▬▬▬ ▬▬ ▬▬▬ ▬▬ ▬▬▬▬ ▬▬▬ ▬▬ ▬▬▬▬ ▬▬ ▬▬▬ ▬▬▬▬ ▬▬ ▬▬▬ ▬▬ ▬▬▬▬ ▬▬▬ ▬▬ ▬▬▬▬ ▬▬ ▬▬▬ ▬▬ ▬▬▬▬ ▬▬▬ ▬▬ ▬▬▬▬ ▬▬ ▬▬▬ ▬▬▬▬ ▬▬ ▬▬▬ ▬▬ ▬▬▬▬ ▬▬▬ ▬▬ ▬▬▬▬ ▬▬ ▬▬▬ ▬▬ ▬▬▬▬ ▬▬▬ ▬▬ ▬▬▬▬ ▬▬ ▬▬▬ ▬▬▬▬ ▬▬ ▬▬▬ ▬▬ ▬▬▬▬ ▬▬▬ ▬▬ ▬▬▬▬ ▬▬ ▬▬▬ ▬▬ ▬▬▬▬ ▬▬▬ ▬▬ ▬▬▬▬ ▬▬ ▬▬▬ ▬▬▬▬ ▬▬ ▬▬▬ ▬▬ ▬▬▬▬ ▬▬▬ ▬▬ ▬▬▬▬ ▬▬ ▬▬▬ ▬▬ ▬▬▬▬ ▬▬▬ ▬▬ ▬▬▬▬ ▬▬ ▬▬▬ ▬▬▬▬ ▬▬ ▬▬▬ ▬▬ ▬▬▬▬ ▬▬▬ ▬▬ ▬▬▬▬ ▬▬ ▬▬▬ ▬▬ ▬▬▬▬ ▬▬▬ ▬▬ ▬▬▬▬ ▬▬ ▬▬▬ ▬▬▬▬ ▬▬ ▬▬▬ ▬▬ ▬▬▬▬ ▬▬▬ ▬▬ ▬▬▬▬ ▬▬ ▬▬▬ ▬▬ ▬▬▬▬ ▬▬▬ ▬▬ ▬▬▬▬ ▬▬ ▬▬▬ ▬▬▬▬ ▬▬ ▬▬▬ ▬▬ ▬▬▬▬ ▬▬▬ ▬▬ ▬▬▬▬ ▬▬ ▬▬▬ ▬▬ ▬▬▬▬ ▬▬▬ ▬▬ ▬▬▬▬ ▬▬ ▬▬▬ ▬▬▬▬ ▬▬ ▬▬▬ ▬▬ ▬▬▬▬ ▬▬▬ ▬▬ ▬▬▬▬ ▬▬ ▬▬▬ ▬▬ ▬▬▬▬ ▬▬▬ ▬▬ ▬▬▬▬ ▬▬ ▬▬▬ ▬▬▬▬ ▬▬ ▬▬▬ ▬▬ ▬▬▬▬ ▬▬▬ ▬▬ ▬▬▬▬ ▬▬ ▬▬▬ ▬▬ ▬▬▬▬ xyxy=(540,600,644,811)
section-title: रेवाड़ी-महेंद्रगढ़ xyxy=(258,2,368,26)
dateline: महेन्द्रगढ़ (ब्यूरो): xyxy=(328,76,360,82)
article-body: नारनौल (ब्यूरो): ▬▬▬ ▬▬ ▬▬▬▬ ▬▬ ▬▬▬ ▬▬▬▬ ▬▬ ▬▬▬ ▬▬ ▬▬▬▬ ▬▬▬ ▬▬ ▬▬▬▬ ▬▬ ▬▬▬ ▬▬ ▬▬▬▬ ▬▬▬ ▬▬ ▬▬▬▬ ▬▬ ▬▬▬ ▬▬▬▬ ▬▬ ▬▬▬ ▬▬ ▬▬▬▬ ▬▬▬ ▬▬ ▬▬▬▬ ▬▬ ▬▬▬ ▬▬ ▬▬▬▬ ▬▬▬ ▬▬ ▬▬▬▬ ▬▬ ▬▬▬ ▬▬▬▬ ▬▬ ▬▬▬ ▬▬ ▬▬▬▬ ▬▬▬ ▬▬ ▬▬▬▬ ▬▬ ▬▬▬ ▬▬ ▬▬▬▬ ▬▬▬ ▬▬ ▬▬▬▬ ▬▬ ▬▬▬ xyxy=(408,910,488,991)
photo-caption: शिक्षक दिवस के उपलक्ष्य में आयोजित कार्यक्रम xyxy=(70,516,147,521)
